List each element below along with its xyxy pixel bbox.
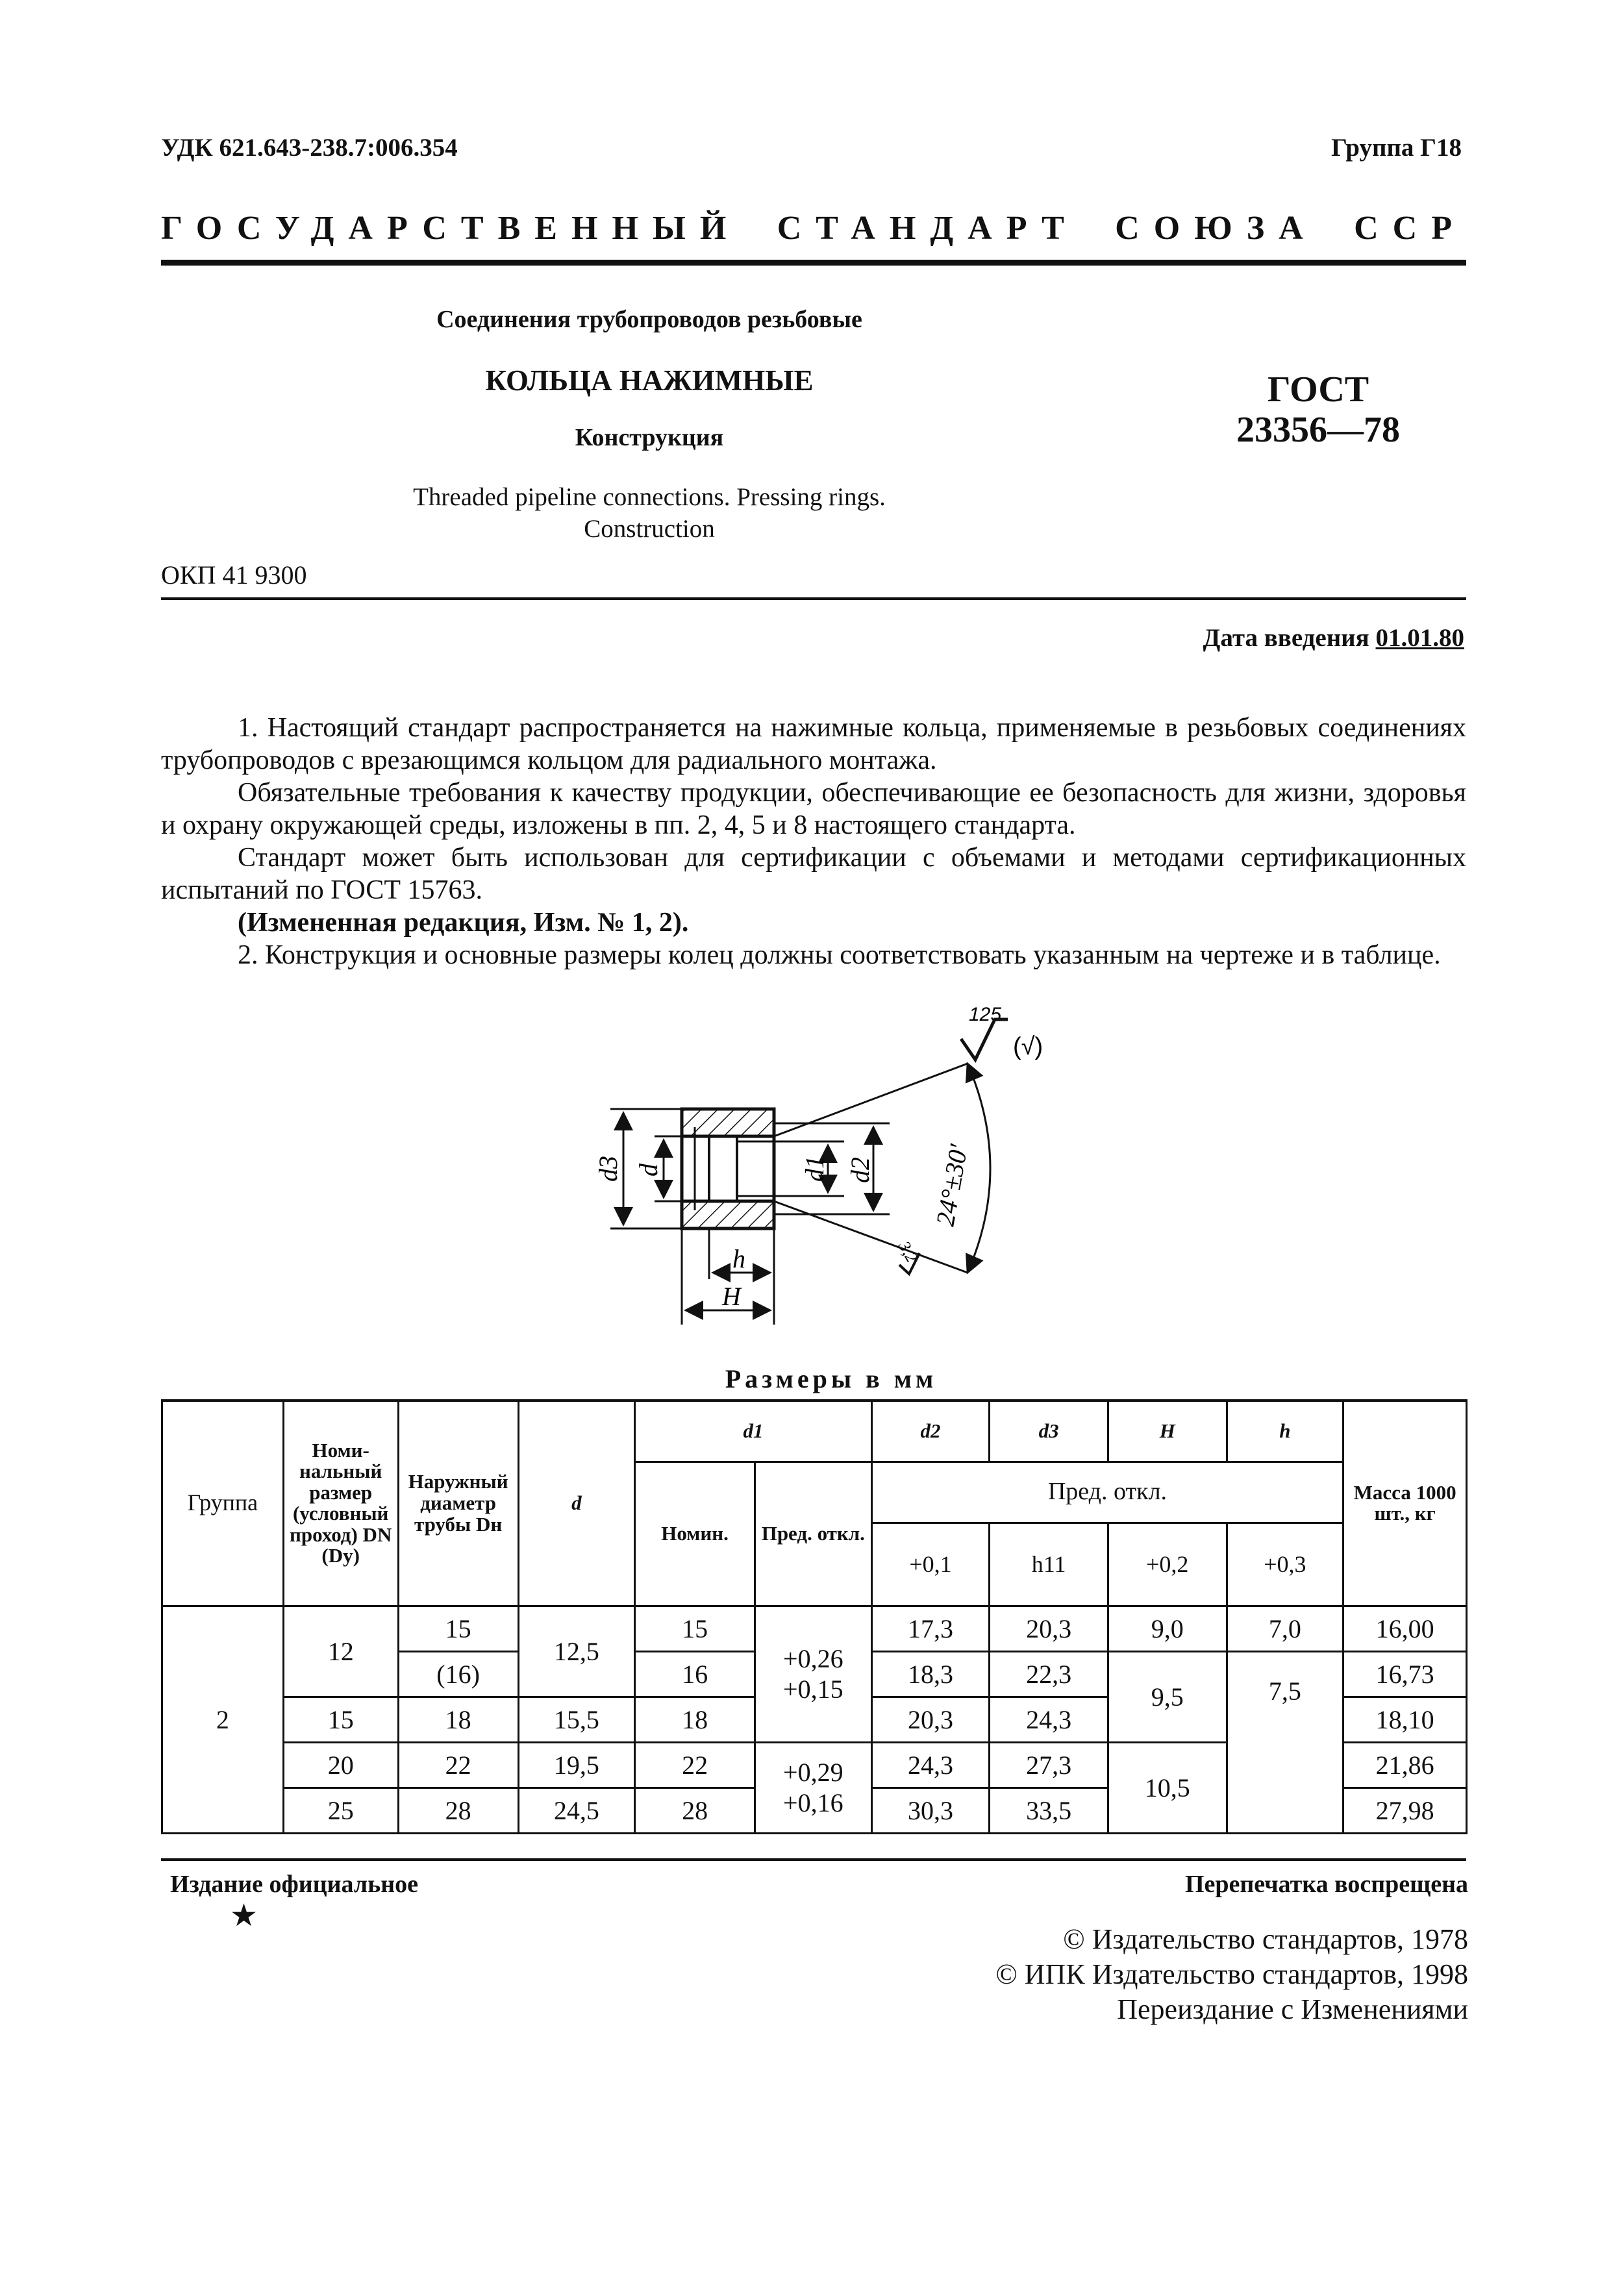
standard-banner: [161, 209, 1466, 247]
ring-drawing: [571, 974, 1065, 1338]
header-rule: [161, 260, 1466, 266]
star-icon: ★: [230, 1899, 258, 1933]
cell-d3: 33,5: [990, 1788, 1108, 1833]
introduction-date: [1203, 623, 1464, 653]
roughness-small-symbol: [894, 1238, 921, 1274]
paragraph: 1. Настоящий стандарт распространяется на нажимные кольца, применяемые в резьбовых соединениях трубопроводов с врезающимся кольцом для радиального монтажа.: [161, 713, 1466, 775]
paragraph: Стандарт может быть использован для сертификации с объемами и методами сертификационных испытаний по ГОСТ 15763.: [161, 843, 1466, 905]
cell-dh: 22: [398, 1742, 518, 1788]
banner-word: ССР: [1354, 210, 1466, 247]
angle-label: 24°±30': [930, 1142, 973, 1228]
title-english: [364, 482, 935, 545]
cell-H: 9,5: [1108, 1651, 1227, 1742]
header-tol-h: +0,3: [1227, 1523, 1343, 1606]
header-d1-deviation: Пред. откл.: [755, 1462, 871, 1606]
cell-d3: 24,3: [990, 1697, 1108, 1742]
header-d2: d2: [871, 1401, 990, 1462]
banner-word: СОЮЗА: [1115, 210, 1318, 247]
header-tol-d2: +0,1: [871, 1523, 990, 1606]
group-code: Группа Г18: [1330, 134, 1462, 162]
cell-mass: 16,73: [1343, 1651, 1467, 1697]
header-group: Группа: [162, 1401, 284, 1606]
cell-dn: 12: [283, 1606, 398, 1697]
header-mass: Масса 1000 шт., кг: [1343, 1401, 1467, 1606]
copyright-line: © Издательство стандартов, 1978: [1063, 1923, 1468, 1955]
header-tol-H: +0,2: [1108, 1523, 1227, 1606]
cell-d2: 18,3: [871, 1651, 990, 1697]
cell-dh: 15: [398, 1606, 518, 1651]
cell-d1: 16: [635, 1651, 755, 1697]
header-tol-d3: h11: [990, 1523, 1108, 1606]
cell-h: 7,5: [1227, 1651, 1343, 1833]
cell-d2: 20,3: [871, 1697, 990, 1742]
cell-dn: 20: [283, 1742, 398, 1788]
cell-d1: 28: [635, 1788, 755, 1833]
copyright-line: Переиздание с Изменениями: [1117, 1993, 1468, 2025]
cell-d1-deviation: [755, 1742, 871, 1833]
roughness-small-value: 3,2: [894, 1238, 922, 1266]
gost-number-block: [1208, 370, 1429, 450]
cell-mass: 27,98: [1343, 1788, 1467, 1833]
header-nominal-size: Номи-нальный размер (условный проход) DN (Dу): [283, 1401, 398, 1606]
dim-d1-label: d1: [800, 1156, 829, 1182]
header-d1: d1: [635, 1401, 871, 1462]
cell-d2: 17,3: [871, 1606, 990, 1651]
body-text: [161, 712, 1466, 971]
title-main: КОЛЬЦА НАЖИМНЫЕ: [485, 364, 814, 397]
okp-code: ОКП 41 9300: [161, 560, 307, 590]
dim-H-label: H: [722, 1282, 741, 1311]
cell-mass: 16,00: [1343, 1606, 1467, 1651]
table-caption: Размеры в мм: [725, 1364, 938, 1393]
roughness-paren: (√): [1013, 1033, 1043, 1060]
cell-dh: 18: [398, 1697, 518, 1742]
cell-mass: 18,10: [1343, 1697, 1467, 1742]
copyright-block: [995, 1922, 1468, 2027]
cell-d3: 27,3: [990, 1742, 1108, 1788]
deviation-upper: +0,29: [783, 1758, 843, 1787]
table-header-row: [162, 1401, 1467, 1462]
deviation-lower: +0,16: [783, 1788, 843, 1817]
dimensions-table: [161, 1399, 1468, 1834]
dim-d2-label: d2: [845, 1157, 875, 1183]
cell-d: 15,5: [518, 1697, 635, 1742]
footer-rule: [161, 1858, 1466, 1861]
udk-code: УДК 621.643-238.7:006.354: [161, 134, 458, 162]
reprint-notice: Перепечатка воспрещена: [1184, 1871, 1468, 1898]
banner-word: ГОСУДАРСТВЕННЫЙ: [161, 210, 741, 247]
deviation-upper: +0,26: [783, 1644, 843, 1673]
cell-dh: (16): [398, 1651, 518, 1697]
header-d3: d3: [990, 1401, 1108, 1462]
title-english-line: Threaded pipeline connections. Pressing rings.: [413, 483, 886, 511]
header-H: H: [1108, 1401, 1227, 1462]
dim-h-label: h: [732, 1244, 745, 1273]
cell-H: 10,5: [1108, 1742, 1227, 1833]
cell-d3: 22,3: [990, 1651, 1108, 1697]
cell-dh: 28: [398, 1788, 518, 1833]
banner-word: СТАНДАРТ: [777, 210, 1079, 247]
copyright-line: © ИПК Издательство стандартов, 1998: [995, 1958, 1468, 1990]
gost-number: 23356—78: [1236, 409, 1400, 450]
cell-d1: 18: [635, 1697, 755, 1742]
cell-dn: 15: [283, 1697, 398, 1742]
official-edition: Издание официальное: [170, 1871, 419, 1898]
dim-d3-label: d3: [593, 1156, 623, 1182]
cell-d: 12,5: [518, 1606, 635, 1697]
cell-h: 7,0: [1227, 1606, 1343, 1651]
title-part: Конструкция: [575, 424, 724, 451]
cell-d3: 20,3: [990, 1606, 1108, 1651]
gost-label: ГОСТ: [1267, 369, 1369, 410]
header-deviation: Пред. откл.: [871, 1462, 1343, 1523]
title-rule: [161, 597, 1466, 600]
cell-mass: 21,86: [1343, 1742, 1467, 1788]
table-row: [162, 1606, 1467, 1651]
cell-group: 2: [162, 1606, 284, 1833]
roughness-symbol: [961, 1004, 1043, 1060]
date-value: 01.01.80: [1375, 624, 1464, 652]
cell-d2: 24,3: [871, 1742, 990, 1788]
title-english-line: Construction: [584, 514, 715, 543]
header-d: d: [518, 1401, 635, 1606]
cell-d: 19,5: [518, 1742, 635, 1788]
date-label: Дата введения: [1203, 624, 1369, 652]
cell-H: 9,0: [1108, 1606, 1227, 1651]
cell-dn: 25: [283, 1788, 398, 1833]
cell-d1: 22: [635, 1742, 755, 1788]
roughness-value: 125: [969, 1004, 1002, 1025]
header-d1-nominal: Номин.: [635, 1462, 755, 1606]
header-h: h: [1227, 1401, 1343, 1462]
cell-d1-deviation: [755, 1606, 871, 1742]
title-subtitle: Соединения трубопроводов резьбовые: [436, 306, 862, 333]
deviation-lower: +0,15: [783, 1675, 843, 1704]
cell-d1: 15: [635, 1606, 755, 1651]
header-outer-diameter: Наружный диаметр трубы Dн: [398, 1401, 518, 1606]
paragraph: Обязательные требования к качеству продукции, обеспечивающие ее безопасность для жизни, здоровья и охрану окружающей среды, изложены в пп. 2, 4, 5 и 8 настоящего стандарта.: [161, 778, 1466, 840]
cell-d2: 30,3: [871, 1788, 990, 1833]
cell-d: 24,5: [518, 1788, 635, 1833]
amendment-note: (Измененная редакция, Изм. № 1, 2).: [238, 908, 689, 938]
paragraph: 2. Конструкция и основные размеры колец должны соответствовать указанным на чертеже и в таблице.: [238, 940, 1441, 970]
dim-d-label: d: [634, 1164, 663, 1177]
